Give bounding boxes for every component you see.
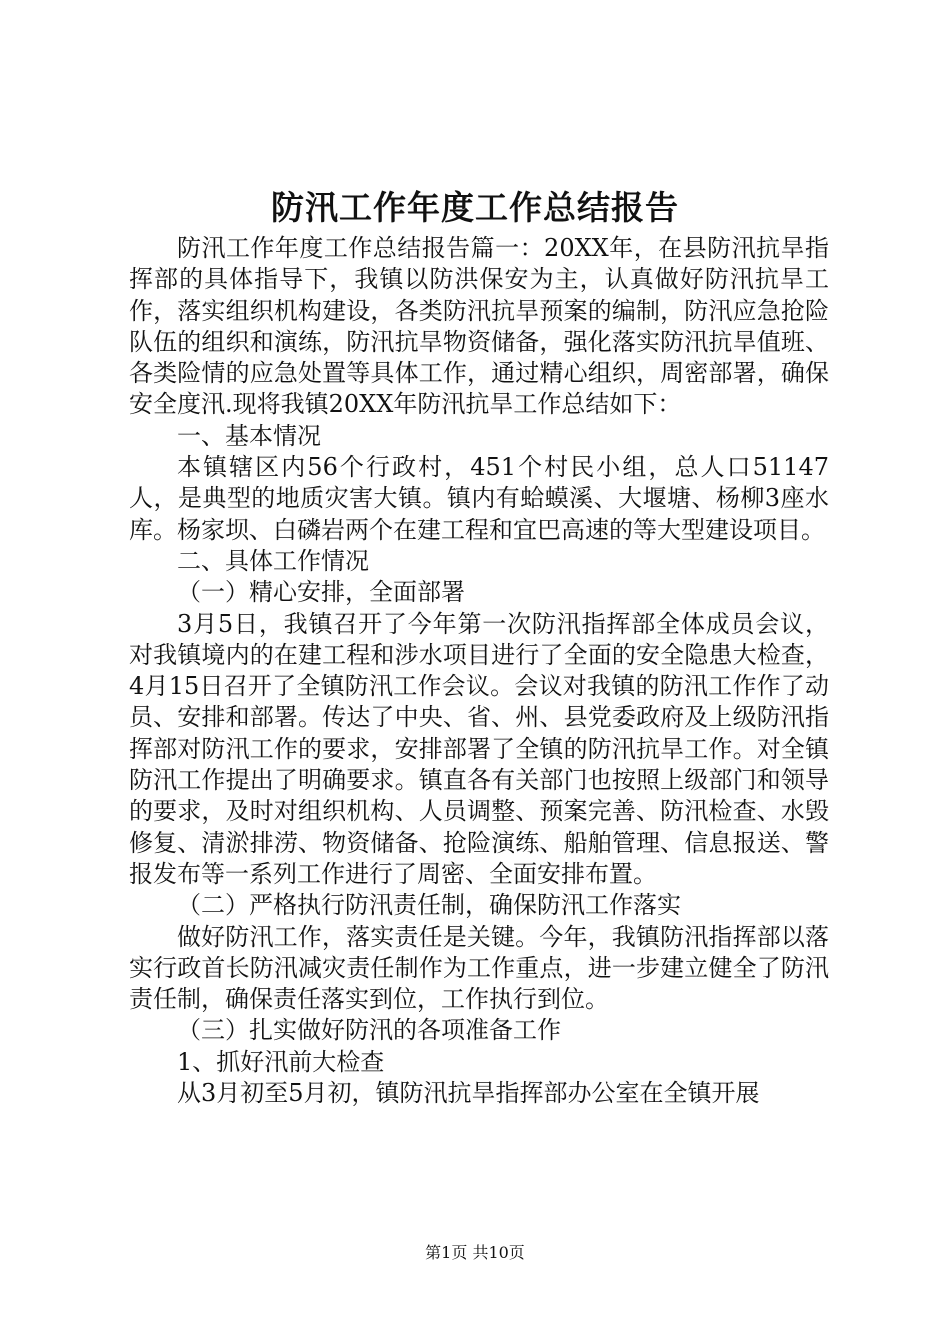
page-footer: 第1页 共10页 xyxy=(425,1243,525,1262)
paragraph: 从3月初至5月初，镇防汛抗旱指挥部办公室在全镇开展 xyxy=(177,1079,760,1108)
document-body xyxy=(129,233,829,1109)
subsection-heading: （二）严格执行防汛责任制，确保防汛工作落实 xyxy=(177,891,681,920)
paragraph: 防汛工作年度工作总结报告篇一：20XX年，在县防汛抗旱指挥部的具体指导下，我镇以防洪保安为主，认真做好防汛抗旱工作，落实组织机构建设，各类防汛抗旱预案的编制，防汛应急抢险队伍的组织和演练，防汛抗旱物资储备，强化落实防汛抗旱值班、各类险情的应急处置等具体工作，通过精心组织，周密部署，确保安全度汛.现将我镇20XX年防汛抗旱工作总结如下： xyxy=(129,234,829,419)
paragraph: 本镇辖区内56个行政村，451个村民小组，总人口51147人，是典型的地质灾害大镇。镇内有蛤蟆溪、大堰塘、杨柳3座水库。杨家坝、白磷岩两个在建工程和宜巴高速的等大型建设项目。 xyxy=(129,453,829,544)
paragraph: 3月5日，我镇召开了今年第一次防汛指挥部全体成员会议，对我镇境内的在建工程和涉水项目进行了全面的安全隐患大检查，4月15日召开了全镇防汛工作会议。会议对我镇的防汛工作作了动员、安排和部署。传达了中央、省、州、县党委政府及上级防汛指挥部对防汛工作的要求，安排部署了全镇的防汛抗旱工作。对全镇防汛工作提出了明确要求。镇直各有关部门也按照上级部门和领导的要求，及时对组织机构、人员调整、预案完善、防汛检查、水毁修复、清淤排涝、物资储备、抢险演练、船舶管理、信息报送、警报发布等一系列工作进行了周密、全面安排布置。 xyxy=(129,609,829,888)
item-heading: 1、抓好汛前大检查 xyxy=(177,1047,385,1076)
section-heading: 一、基本情况 xyxy=(177,421,321,450)
document-title: 防汛工作年度工作总结报告 xyxy=(271,188,679,227)
section-heading: 二、具体工作情况 xyxy=(177,546,369,575)
subsection-heading: （三）扎实做好防汛的各项准备工作 xyxy=(177,1016,561,1045)
paragraph: 做好防汛工作，落实责任是关键。今年，我镇防汛指挥部以落实行政首长防汛减灾责任制作为工作重点，进一步建立健全了防汛责任制，确保责任落实到位，工作执行到位。 xyxy=(129,922,829,1014)
subsection-heading: （一）精心安排，全面部署 xyxy=(177,578,465,607)
